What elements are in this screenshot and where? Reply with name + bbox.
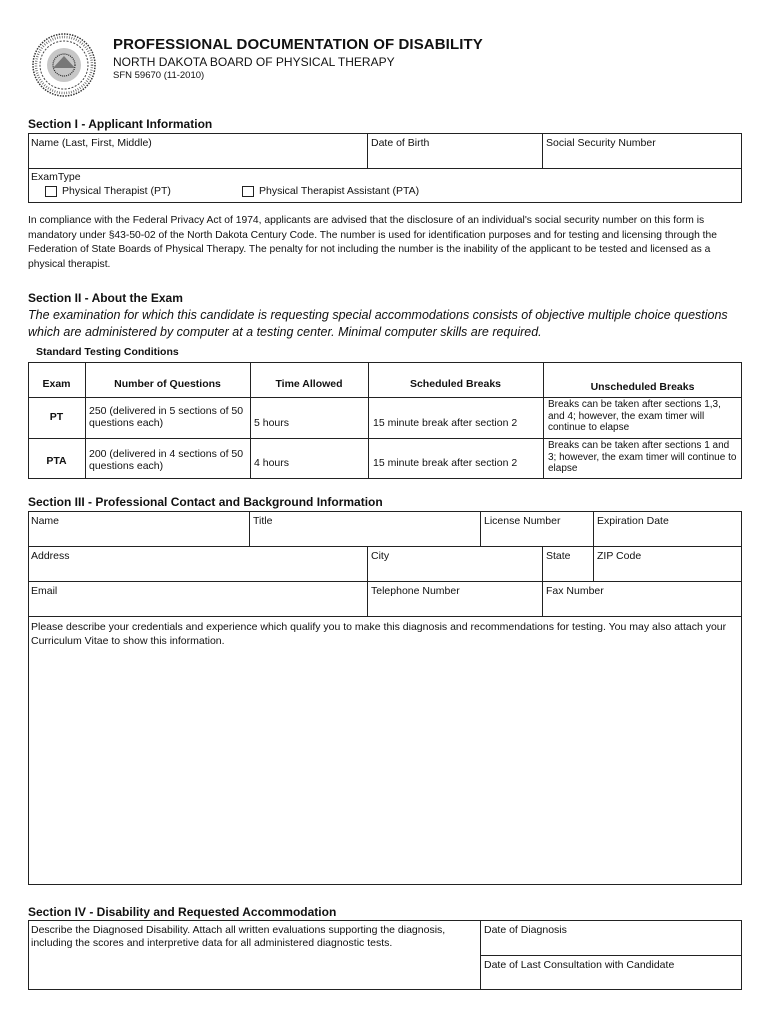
table-row-time: 4 hours bbox=[254, 457, 290, 469]
last-consultation-label: Date of Last Consultation with Candidate bbox=[484, 959, 675, 971]
contact-name-label: Name bbox=[31, 515, 60, 527]
state-seal-icon bbox=[31, 32, 97, 98]
table-row-questions: 200 (delivered in 4 sections of 50 questions each) bbox=[89, 448, 244, 472]
pta-option[interactable] bbox=[242, 185, 419, 197]
date-of-birth-label: Date of Birth bbox=[371, 137, 430, 149]
date-of-birth-field[interactable] bbox=[368, 135, 542, 168]
credentials-field[interactable] bbox=[28, 618, 742, 884]
column-header: Number of Questions bbox=[114, 378, 221, 390]
column-header: Unscheduled Breaks bbox=[590, 381, 695, 393]
table-row-questions: 250 (delivered in 5 sections of 50 questions each) bbox=[89, 405, 244, 429]
privacy-act-notice: In compliance with the Federal Privacy Act of 1974, applicants are advised that the disclosure of an individual's social security number on this form is mandatory under §43-50-02 of the North Dakota Century Code. The number is used for identification purposes and for testing and licensing through the Federation of State Boards of Physical Therapy. The penalty for not including the number is the inability of the applicant to be tested and licensed as a physical therapist. bbox=[28, 215, 717, 270]
disability-description-field[interactable] bbox=[28, 922, 480, 989]
exam-description: The examination for which this candidate is requesting special accommodations consists of objective multiple choice questions which are administered by computer at a testing center. Minimal computer skills are required. bbox=[28, 308, 728, 339]
applicant-name-label: Name (Last, First, Middle) bbox=[31, 137, 152, 149]
city-label: City bbox=[371, 550, 390, 562]
section-2-heading: Section II - About the Exam bbox=[28, 291, 183, 305]
city-field[interactable] bbox=[368, 548, 542, 581]
zip-code-field[interactable] bbox=[594, 548, 741, 581]
column-header: Exam bbox=[42, 378, 71, 390]
address-label: Address bbox=[31, 550, 70, 562]
table-row-scheduled: 15 minute break after section 2 bbox=[373, 417, 518, 429]
form-title: PROFESSIONAL DOCUMENTATION OF DISABILITY bbox=[113, 36, 483, 53]
license-number-field[interactable] bbox=[481, 513, 593, 546]
pt-option-label: Physical Therapist (PT) bbox=[62, 185, 171, 197]
telephone-field[interactable] bbox=[368, 583, 542, 616]
applicant-name-field[interactable] bbox=[28, 135, 367, 168]
section-1-heading: Section I - Applicant Information bbox=[28, 117, 213, 131]
credentials-prompt: Please describe your credentials and experience which qualify you to make this diagnosis and recommendations for testing. You may also attach your Curriculum Vitae to show this information. bbox=[31, 621, 727, 647]
contact-name-field[interactable] bbox=[28, 513, 249, 546]
email-label: Email bbox=[31, 585, 58, 597]
state-field[interactable] bbox=[543, 548, 593, 581]
form-number: SFN 59670 (11-2010) bbox=[113, 70, 205, 81]
column-header: Scheduled Breaks bbox=[409, 378, 502, 390]
pta-checkbox[interactable] bbox=[242, 186, 254, 197]
date-of-diagnosis-label: Date of Diagnosis bbox=[484, 924, 567, 936]
table-row-exam: PT bbox=[49, 411, 64, 423]
agency-name: NORTH DAKOTA BOARD OF PHYSICAL THERAPY bbox=[113, 55, 395, 69]
title-label: Title bbox=[253, 515, 273, 527]
date-of-diagnosis-field[interactable] bbox=[481, 922, 741, 955]
ssn-label: Social Security Number bbox=[546, 137, 656, 149]
disability-description-label: Describe the Diagnosed Disability. Attach all written evaluations supporting the diagnosis, including the scores and interpretive data for all administered diagnostic tests. bbox=[31, 924, 446, 949]
fax-label: Fax Number bbox=[546, 585, 604, 597]
pt-checkbox[interactable] bbox=[45, 186, 57, 197]
email-field[interactable] bbox=[28, 583, 367, 616]
table-row-unscheduled: Breaks can be taken after sections 1,3, and 4; however, the exam timer will continue to elapse bbox=[548, 399, 721, 433]
expiration-date-field[interactable] bbox=[594, 513, 741, 546]
expiration-date-label: Expiration Date bbox=[597, 515, 669, 527]
ssn-field[interactable] bbox=[543, 135, 741, 168]
table-row-exam: PTA bbox=[46, 455, 67, 467]
table-row-time: 5 hours bbox=[254, 417, 290, 429]
table-row-scheduled: 15 minute break after section 2 bbox=[373, 457, 518, 469]
section-3-heading: Section III - Professional Contact and Background Information bbox=[28, 495, 383, 509]
state-label: State bbox=[546, 550, 571, 562]
pt-option[interactable] bbox=[45, 185, 171, 197]
section-4-heading: Section IV - Disability and Requested Accommodation bbox=[28, 905, 337, 919]
zip-code-label: ZIP Code bbox=[597, 550, 642, 562]
pta-option-label: Physical Therapist Assistant (PTA) bbox=[259, 185, 420, 197]
exam-type-label: ExamType bbox=[31, 171, 81, 183]
telephone-label: Telephone Number bbox=[371, 585, 460, 597]
title-field[interactable] bbox=[250, 513, 480, 546]
table-row-unscheduled: Breaks can be taken after sections 1 and 3; however, the exam timer will continue to elapse bbox=[548, 440, 737, 474]
last-consultation-field[interactable] bbox=[481, 957, 741, 989]
column-header: Time Allowed bbox=[275, 378, 343, 390]
fax-field[interactable] bbox=[543, 583, 741, 616]
testing-conditions-title: Standard Testing Conditions bbox=[36, 346, 179, 358]
address-field[interactable] bbox=[28, 548, 367, 581]
license-number-label: License Number bbox=[484, 515, 561, 527]
